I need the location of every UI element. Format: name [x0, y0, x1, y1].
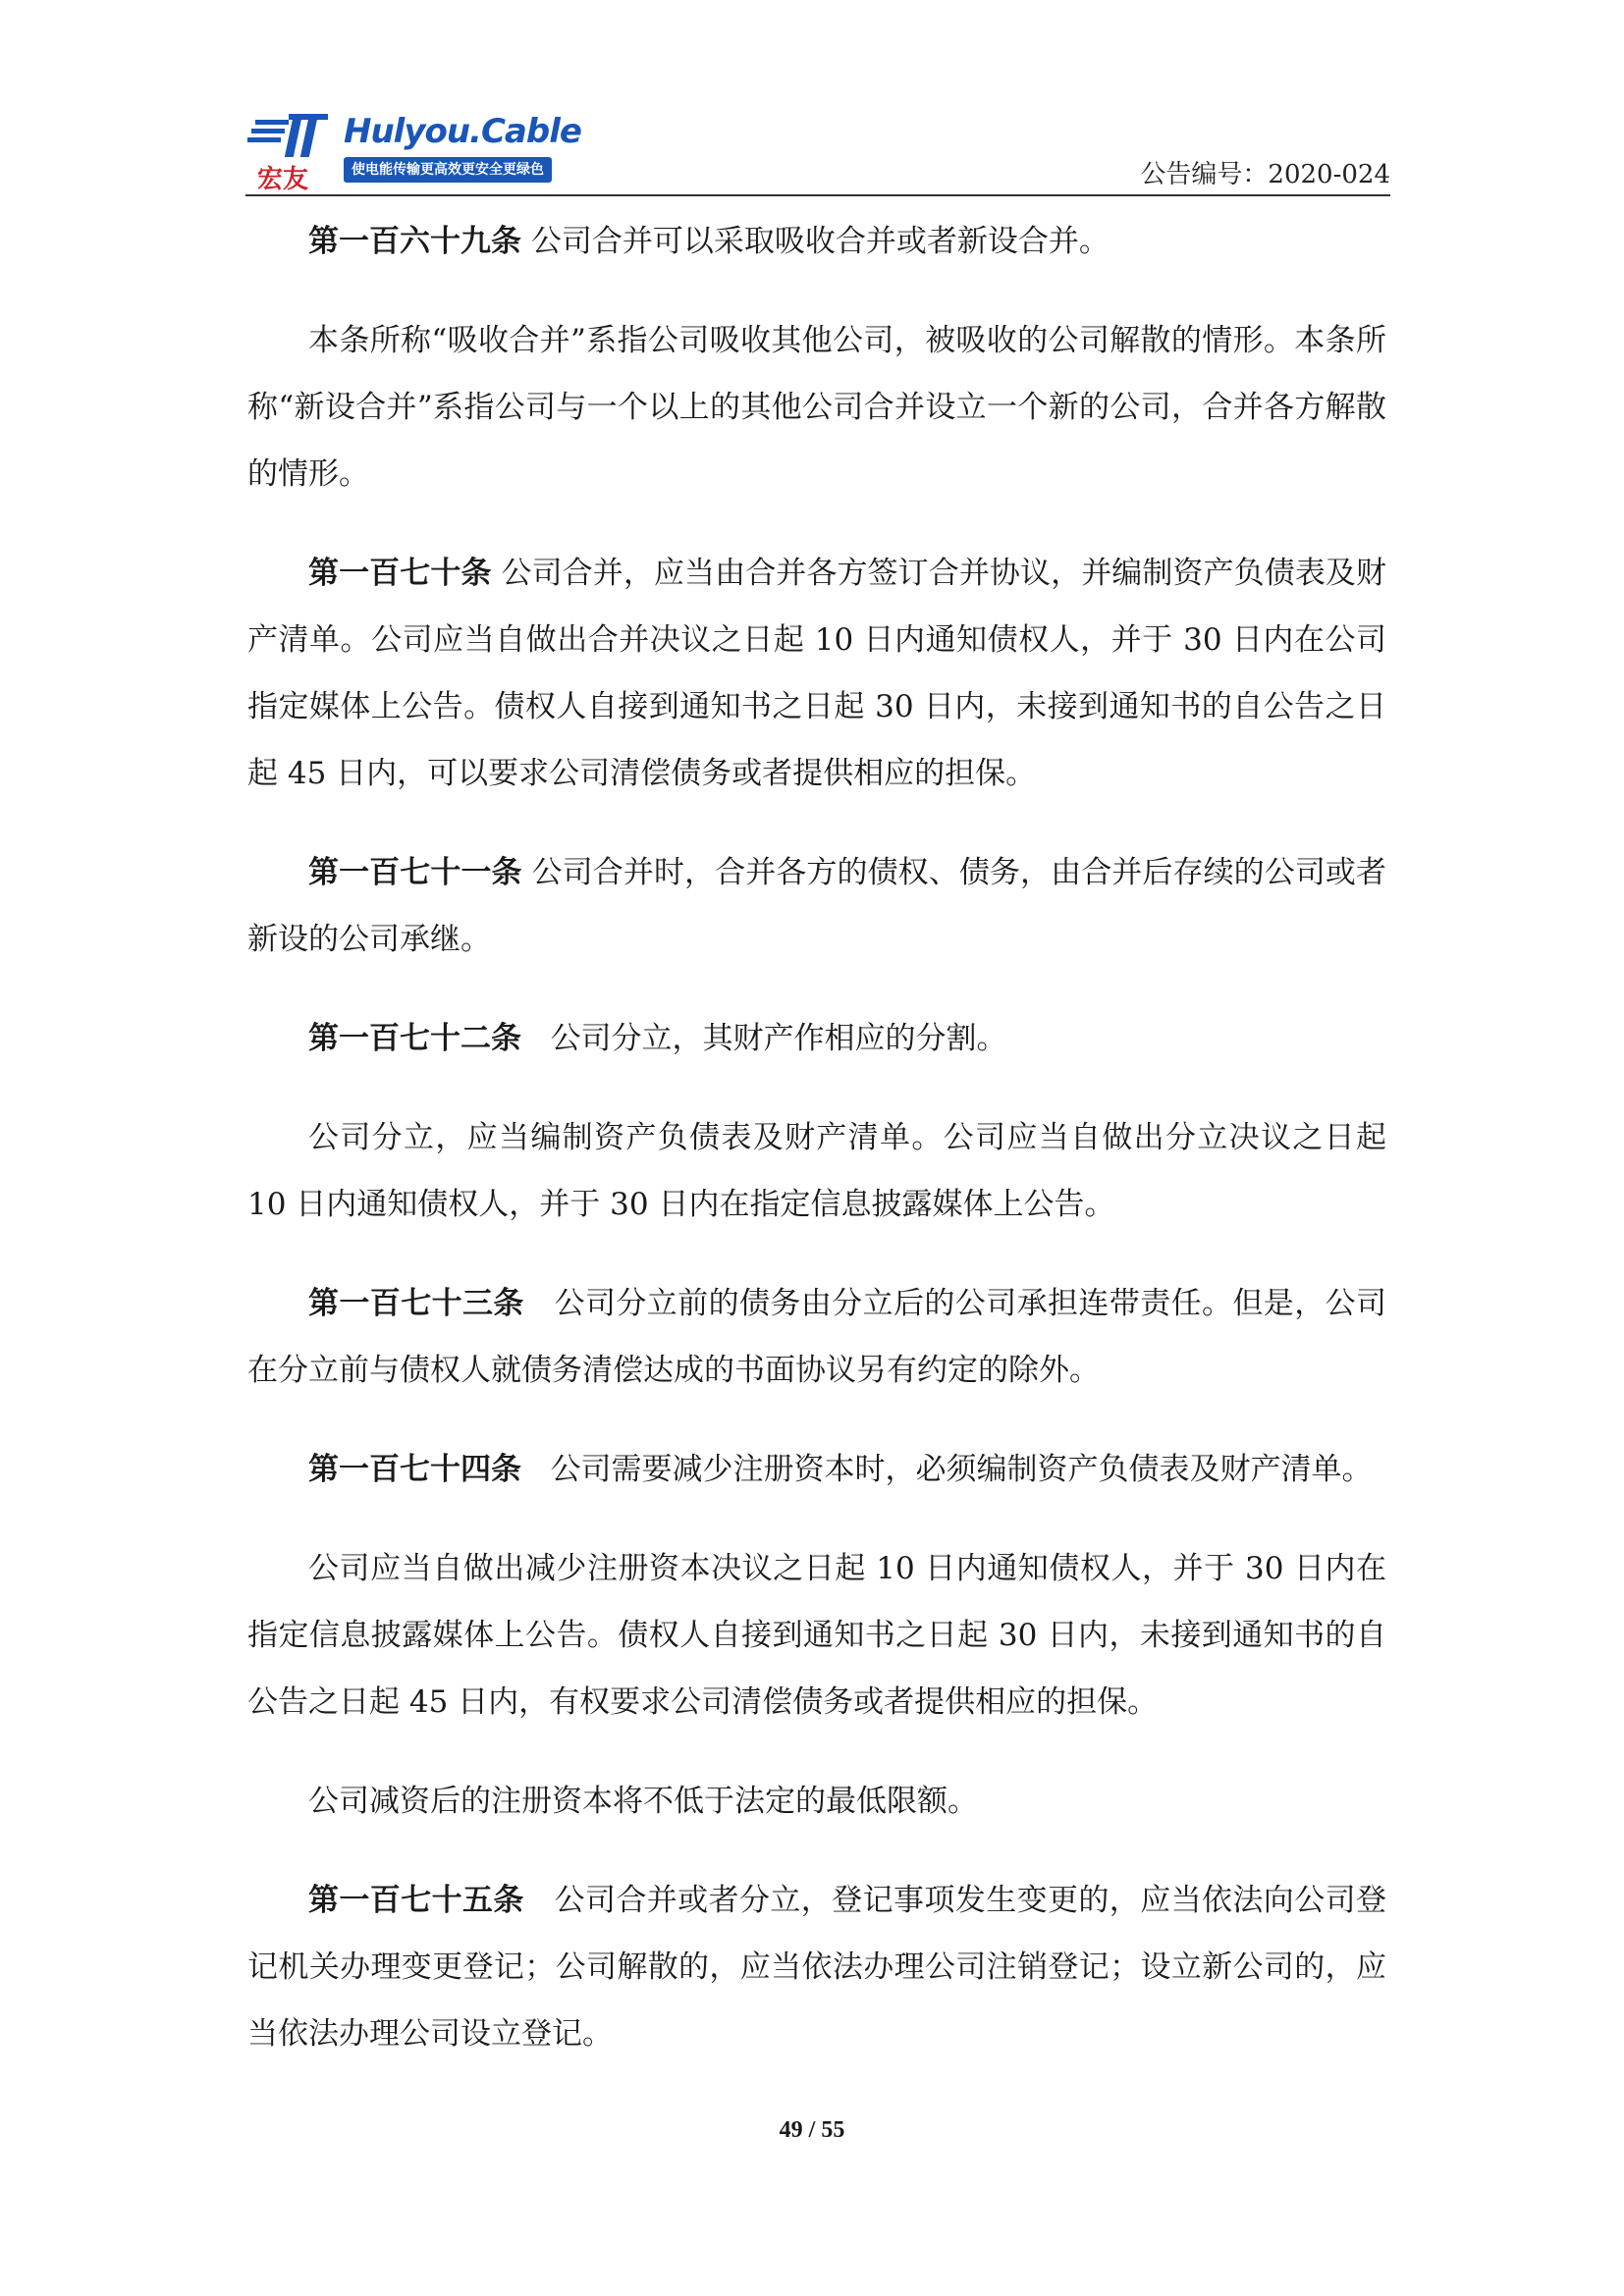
paragraph-text: 公司合并或者分立，登记事项发生变更的，应当依法向公司登记机关办理变更登记；公司解散的，应当依法办理公司注销登记；设立新公司的，应当依法办理公司设立登记。	[247, 1883, 1387, 2052]
page-number: 49 / 55	[779, 2117, 845, 2143]
notice-number: 公告编号：2020-024	[1140, 160, 1390, 189]
article-heading: 第一百七十四条	[308, 1452, 521, 1487]
paragraph-article-172	[247, 1005, 1386, 1072]
article-heading: 第一百七十二条	[308, 1021, 521, 1056]
paragraph-text: 公司分立，其财产作相应的分割。	[550, 1021, 1007, 1056]
document-body	[247, 208, 1386, 2067]
paragraph-text: 公司合并可以采取吸收合并或者新设合并。	[530, 224, 1110, 259]
article-heading: 第一百七十条	[308, 556, 492, 591]
article-heading: 第一百六十九条	[308, 224, 521, 259]
paragraph-article-171	[247, 839, 1386, 973]
company-logo	[245, 110, 581, 194]
paragraph-text: 公司应当自做出减少注册资本决议之日起 10 日内通知债权人，并于 30 日内在指定信息披露媒体上公告。债权人自接到通知书之日起 30 日内，未接到通知书的自公告之日起 45 日内，有权要求公司清偿债务或者提供相应的担保。	[247, 1551, 1386, 1720]
article-heading: 第一百七十三条	[308, 1286, 524, 1321]
paragraph-article-175	[247, 1867, 1386, 2067]
paragraph-article-173	[247, 1270, 1386, 1404]
paragraph-article-174	[247, 1436, 1386, 1503]
article-heading: 第一百七十五条	[308, 1883, 524, 1918]
logo-chinese-name: 宏友	[257, 165, 309, 194]
logo-brand-text: Hulyou.Cable	[344, 112, 581, 151]
paragraph-article-170	[247, 540, 1386, 807]
paragraph-capital-reduction-notice	[247, 1535, 1386, 1735]
paragraph-division-notice	[247, 1104, 1386, 1238]
paragraph-merger-definition	[247, 307, 1386, 507]
paragraph-text: 公司需要减少注册资本时，必须编制资产负债表及财产清单。	[550, 1452, 1373, 1487]
logo-tagline: 使电能传输更高效更安全更绿色	[344, 157, 552, 183]
paragraph-text: 公司合并时，合并各方的债权、债务，由合并后存续的公司或者新设的公司承继。	[247, 855, 1387, 957]
paragraph-minimum-capital	[247, 1768, 1386, 1835]
page-header	[0, 0, 1624, 196]
article-heading: 第一百七十一条	[308, 855, 522, 890]
paragraph-text: 公司减资后的注册资本将不低于法定的最低限额。	[308, 1784, 978, 1819]
paragraph-text: 公司分立，应当编制资产负债表及财产清单。公司应当自做出分立决议之日起 10 日内通知债权人，并于 30 日内在指定信息披露媒体上公告。	[247, 1120, 1386, 1222]
paragraph-text: 本条所称“吸收合并”系指公司吸收其他公司，被吸收的公司解散的情形。本条所称“新设合并”系指公司与一个以上的其他公司合并设立一个新的公司，合并各方解散的情形。	[247, 323, 1386, 492]
paragraph-text: 公司合并，应当由合并各方签订合并协议，并编制资产负债表及财产清单。公司应当自做出合并决议之日起 10 日内通知债权人，并于 30 日内在公司指定媒体上公告。债权人自接到通知书之日起 30 日内，未接到通知书的自公告之日起 45 日内，可以要求公司清偿债务或者提供相应的担保。	[247, 556, 1387, 791]
paragraph-article-169	[247, 208, 1386, 275]
paragraph-text: 公司分立前的债务由分立后的公司承担连带责任。但是，公司在分立前与债权人就债务清偿达成的书面协议另有约定的除外。	[247, 1286, 1387, 1388]
header-divider	[245, 194, 1390, 196]
logo-mark-icon	[245, 110, 340, 165]
